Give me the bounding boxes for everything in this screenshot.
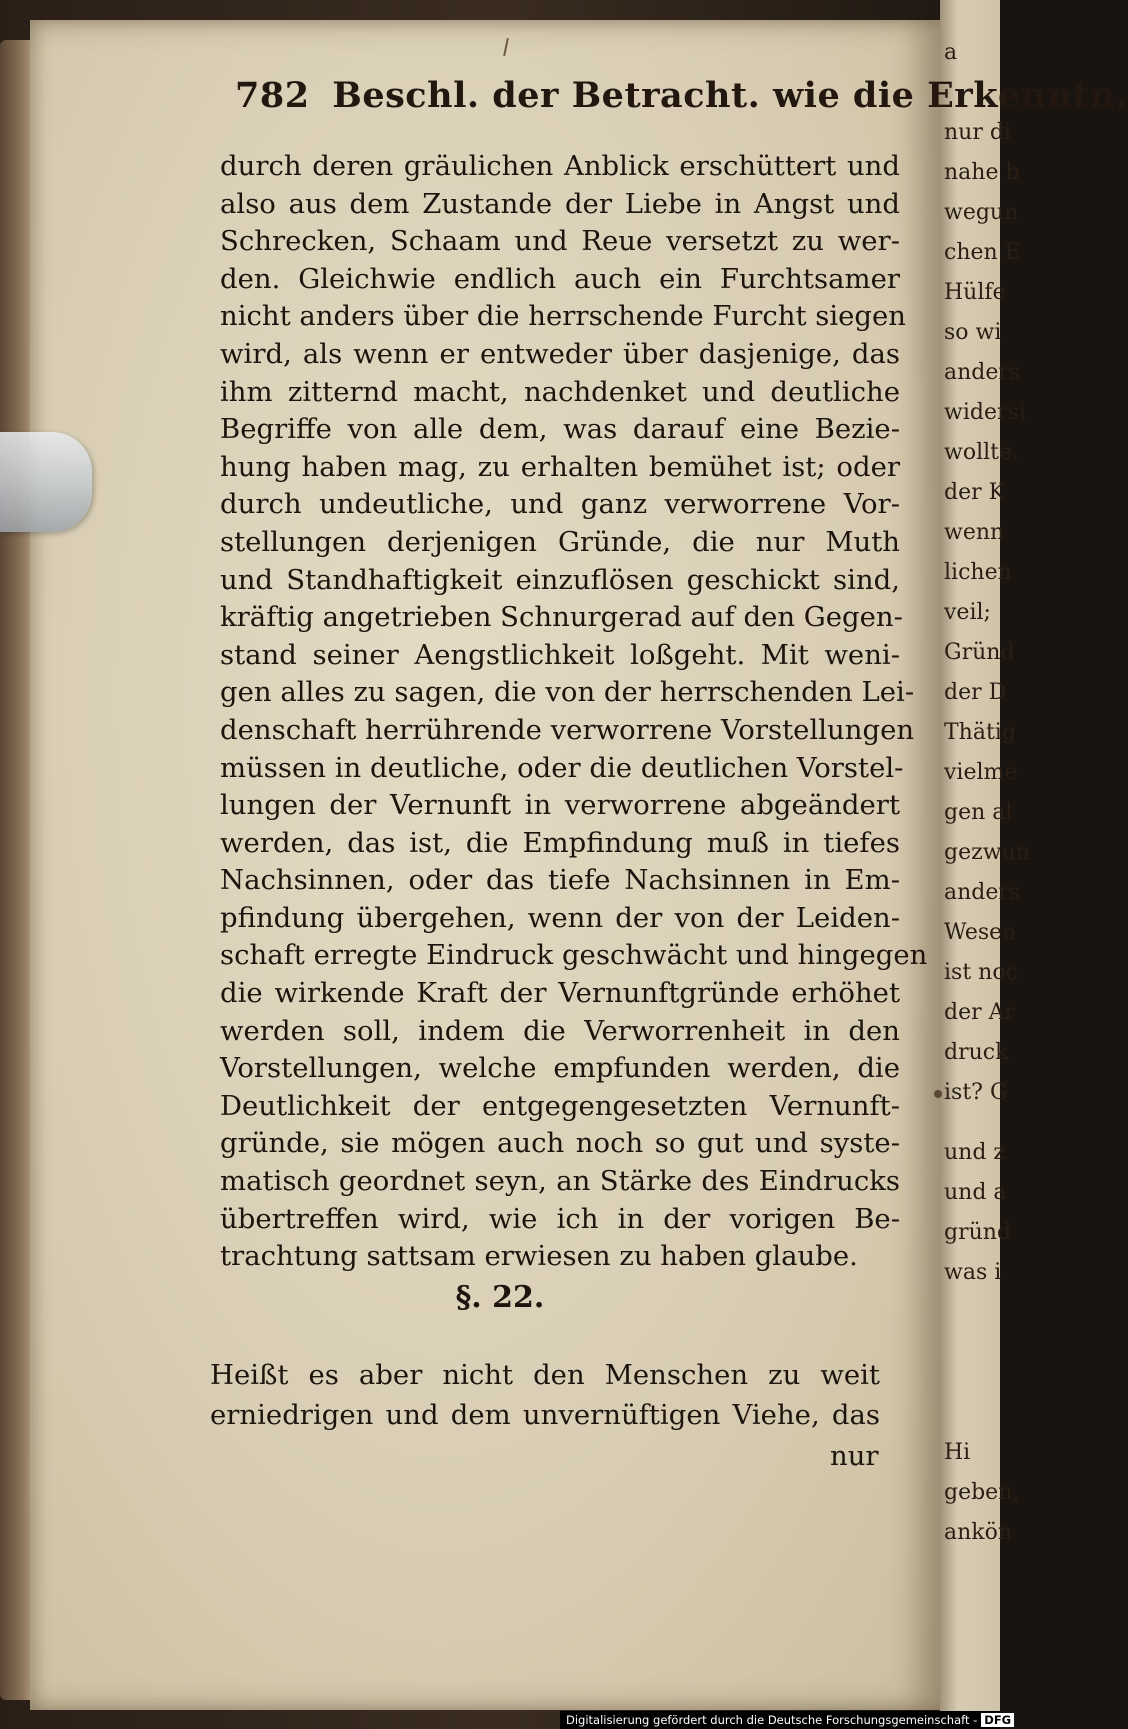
- text-line: Nachsinnen, oder das tiefe Nachsinnen in Em-: [220, 864, 900, 897]
- facing-page-fragment: anders: [944, 880, 1021, 905]
- facing-page-fragment: druck: [944, 1040, 1009, 1065]
- facing-page-fragment: wollte.: [944, 440, 1020, 465]
- text-line: erniedrigen und dem unvernüftigen Viehe, das: [210, 1399, 880, 1431]
- text-line: Vorstellungen, welche empfunden werden, die: [220, 1052, 900, 1085]
- text-line: Deutlichkeit der entgegengesetzten Vernunft-: [220, 1089, 900, 1122]
- text-line: übertreffen wird, wie ich in der vorigen Be-: [220, 1202, 900, 1235]
- text-line: Heißt es aber nicht den Menschen zu weit: [210, 1359, 880, 1391]
- facing-page-fragment: widersi: [944, 400, 1026, 425]
- text-line: durch deren gräulichen Anblick erschüttert und: [220, 150, 900, 182]
- facing-page-fragment: ankön: [944, 1520, 1013, 1545]
- catchword: nur: [830, 1440, 879, 1472]
- text-line: nicht anders über die herrschende Furcht siegen: [220, 300, 907, 333]
- text-line: den. Gleichwie endlich auch ein Furchtsamer: [220, 262, 900, 295]
- dfg-logo: DFG: [981, 1713, 1014, 1727]
- text-line: die wirkende Kraft der Vernunftgründe erhöhet: [220, 977, 900, 1010]
- page-number: 782: [235, 75, 310, 116]
- digitization-footer: [560, 1711, 1012, 1729]
- body-paragraph: [220, 148, 928, 1276]
- facing-page-fragment: der D: [944, 680, 1007, 705]
- text-line: wird, als wenn er entweder über dasjenige, das: [220, 337, 900, 370]
- text-line: gen alles zu sagen, die von der herrschenden Lei-: [220, 676, 915, 709]
- text-line: stellungen derjenigen Gründe, die nur Muth: [220, 525, 900, 558]
- section-heading: §. 22.: [455, 1280, 545, 1315]
- facing-page-fragment: der Ar: [944, 1000, 1016, 1025]
- text-line: stand seiner Aengstlichkeit loßgeht. Mit weni-: [220, 638, 900, 671]
- facing-page-fragment: Gründ: [944, 640, 1015, 665]
- facing-page-fragment: so wi: [944, 320, 1002, 345]
- facing-page-fragment: ist? G: [944, 1080, 1008, 1105]
- facing-page-fragment: und z: [944, 1140, 1006, 1165]
- facing-page-fragment: nur di: [944, 120, 1011, 145]
- facing-page-fragment: der K: [944, 480, 1006, 505]
- facing-page-fragment: ist noc: [944, 960, 1018, 985]
- text-line: Schrecken, Schaam und Reue versetzt zu wer-: [220, 225, 900, 258]
- facing-page-fragment: und a: [944, 1180, 1007, 1205]
- text-line: also aus dem Zustande der Liebe in Angst und: [220, 187, 900, 220]
- text-line: ihm zitternd macht, nachdenket und deutliche: [220, 375, 900, 408]
- facing-page-fragment: wenn: [944, 520, 1005, 545]
- facing-page-fragment: was i: [944, 1260, 1002, 1285]
- text-line: müssen in deutliche, oder die deutlichen Vorstel-: [220, 751, 904, 784]
- facing-page-fragment: gezwun: [944, 840, 1030, 865]
- facing-page-fragment: gründ: [944, 1220, 1012, 1245]
- text-line: lungen der Vernunft in verworrene abgeändert: [220, 789, 900, 822]
- text-line: trachtung sattsam erwiesen zu haben glaube.: [220, 1240, 858, 1273]
- facing-page: [940, 0, 1030, 1729]
- text-line: werden soll, indem die Verworrenheit in den: [220, 1014, 900, 1047]
- facing-page-fragment: Thätig: [944, 720, 1016, 745]
- next-paragraph: [210, 1355, 880, 1435]
- text-line: kräftig angetrieben Schnurgerad auf den Gegen-: [220, 601, 903, 634]
- text-line: durch undeutliche, und ganz verworrene Vor-: [220, 488, 900, 521]
- facing-page-fragment: nahe b: [944, 160, 1020, 185]
- text-line: Begriffe von alle dem, was darauf eine Bezie-: [220, 413, 900, 446]
- text-line: schaft erregte Eindruck geschwächt und hingegen: [220, 939, 928, 972]
- text-line: werden, das ist, die Empfindung muß in tiefes: [220, 826, 900, 859]
- facing-page-fragment: Hülfe: [944, 280, 1006, 305]
- facing-page-fragment: Hi: [944, 1440, 971, 1465]
- facing-page-fragment: chen E: [944, 240, 1021, 265]
- facing-page-fragment: anders: [944, 360, 1021, 385]
- ink-spot: [934, 1090, 942, 1098]
- footer-text: Digitalisierung gefördert durch die Deutsche Forschungsgemeinschaft -: [566, 1713, 978, 1727]
- facing-page-fragment: wegun: [944, 200, 1019, 225]
- facing-page-fragment: vielme: [944, 760, 1018, 785]
- text-line: denschaft herrührende verworrene Vorstellungen: [220, 713, 915, 746]
- running-head-title: Beschl. der Betracht. wie die Erkenntn.: [332, 75, 1128, 116]
- facing-page-fragment: a: [944, 40, 958, 65]
- text-line: hung haben mag, zu erhalten bemühet ist; oder: [220, 450, 900, 483]
- facing-page-fragment: geben,: [944, 1480, 1020, 1505]
- text-line: matisch geordnet seyn, an Stärke des Eindrucks: [220, 1165, 900, 1198]
- text-line: gründe, sie mögen auch noch so gut und syste-: [220, 1127, 900, 1160]
- facing-page-fragment: lichen: [944, 560, 1012, 585]
- facing-page-fragment: Wesen: [944, 920, 1017, 945]
- text-line: pfindung übergehen, wenn der von der Leiden-: [220, 901, 900, 934]
- running-header: [235, 75, 1128, 116]
- facing-page-fragment: veil;: [944, 600, 991, 625]
- text-line: und Standhaftigkeit einzuflösen geschickt sind,: [220, 563, 900, 596]
- facing-page-fragment: gen al: [944, 800, 1013, 825]
- page-clip: [0, 432, 92, 532]
